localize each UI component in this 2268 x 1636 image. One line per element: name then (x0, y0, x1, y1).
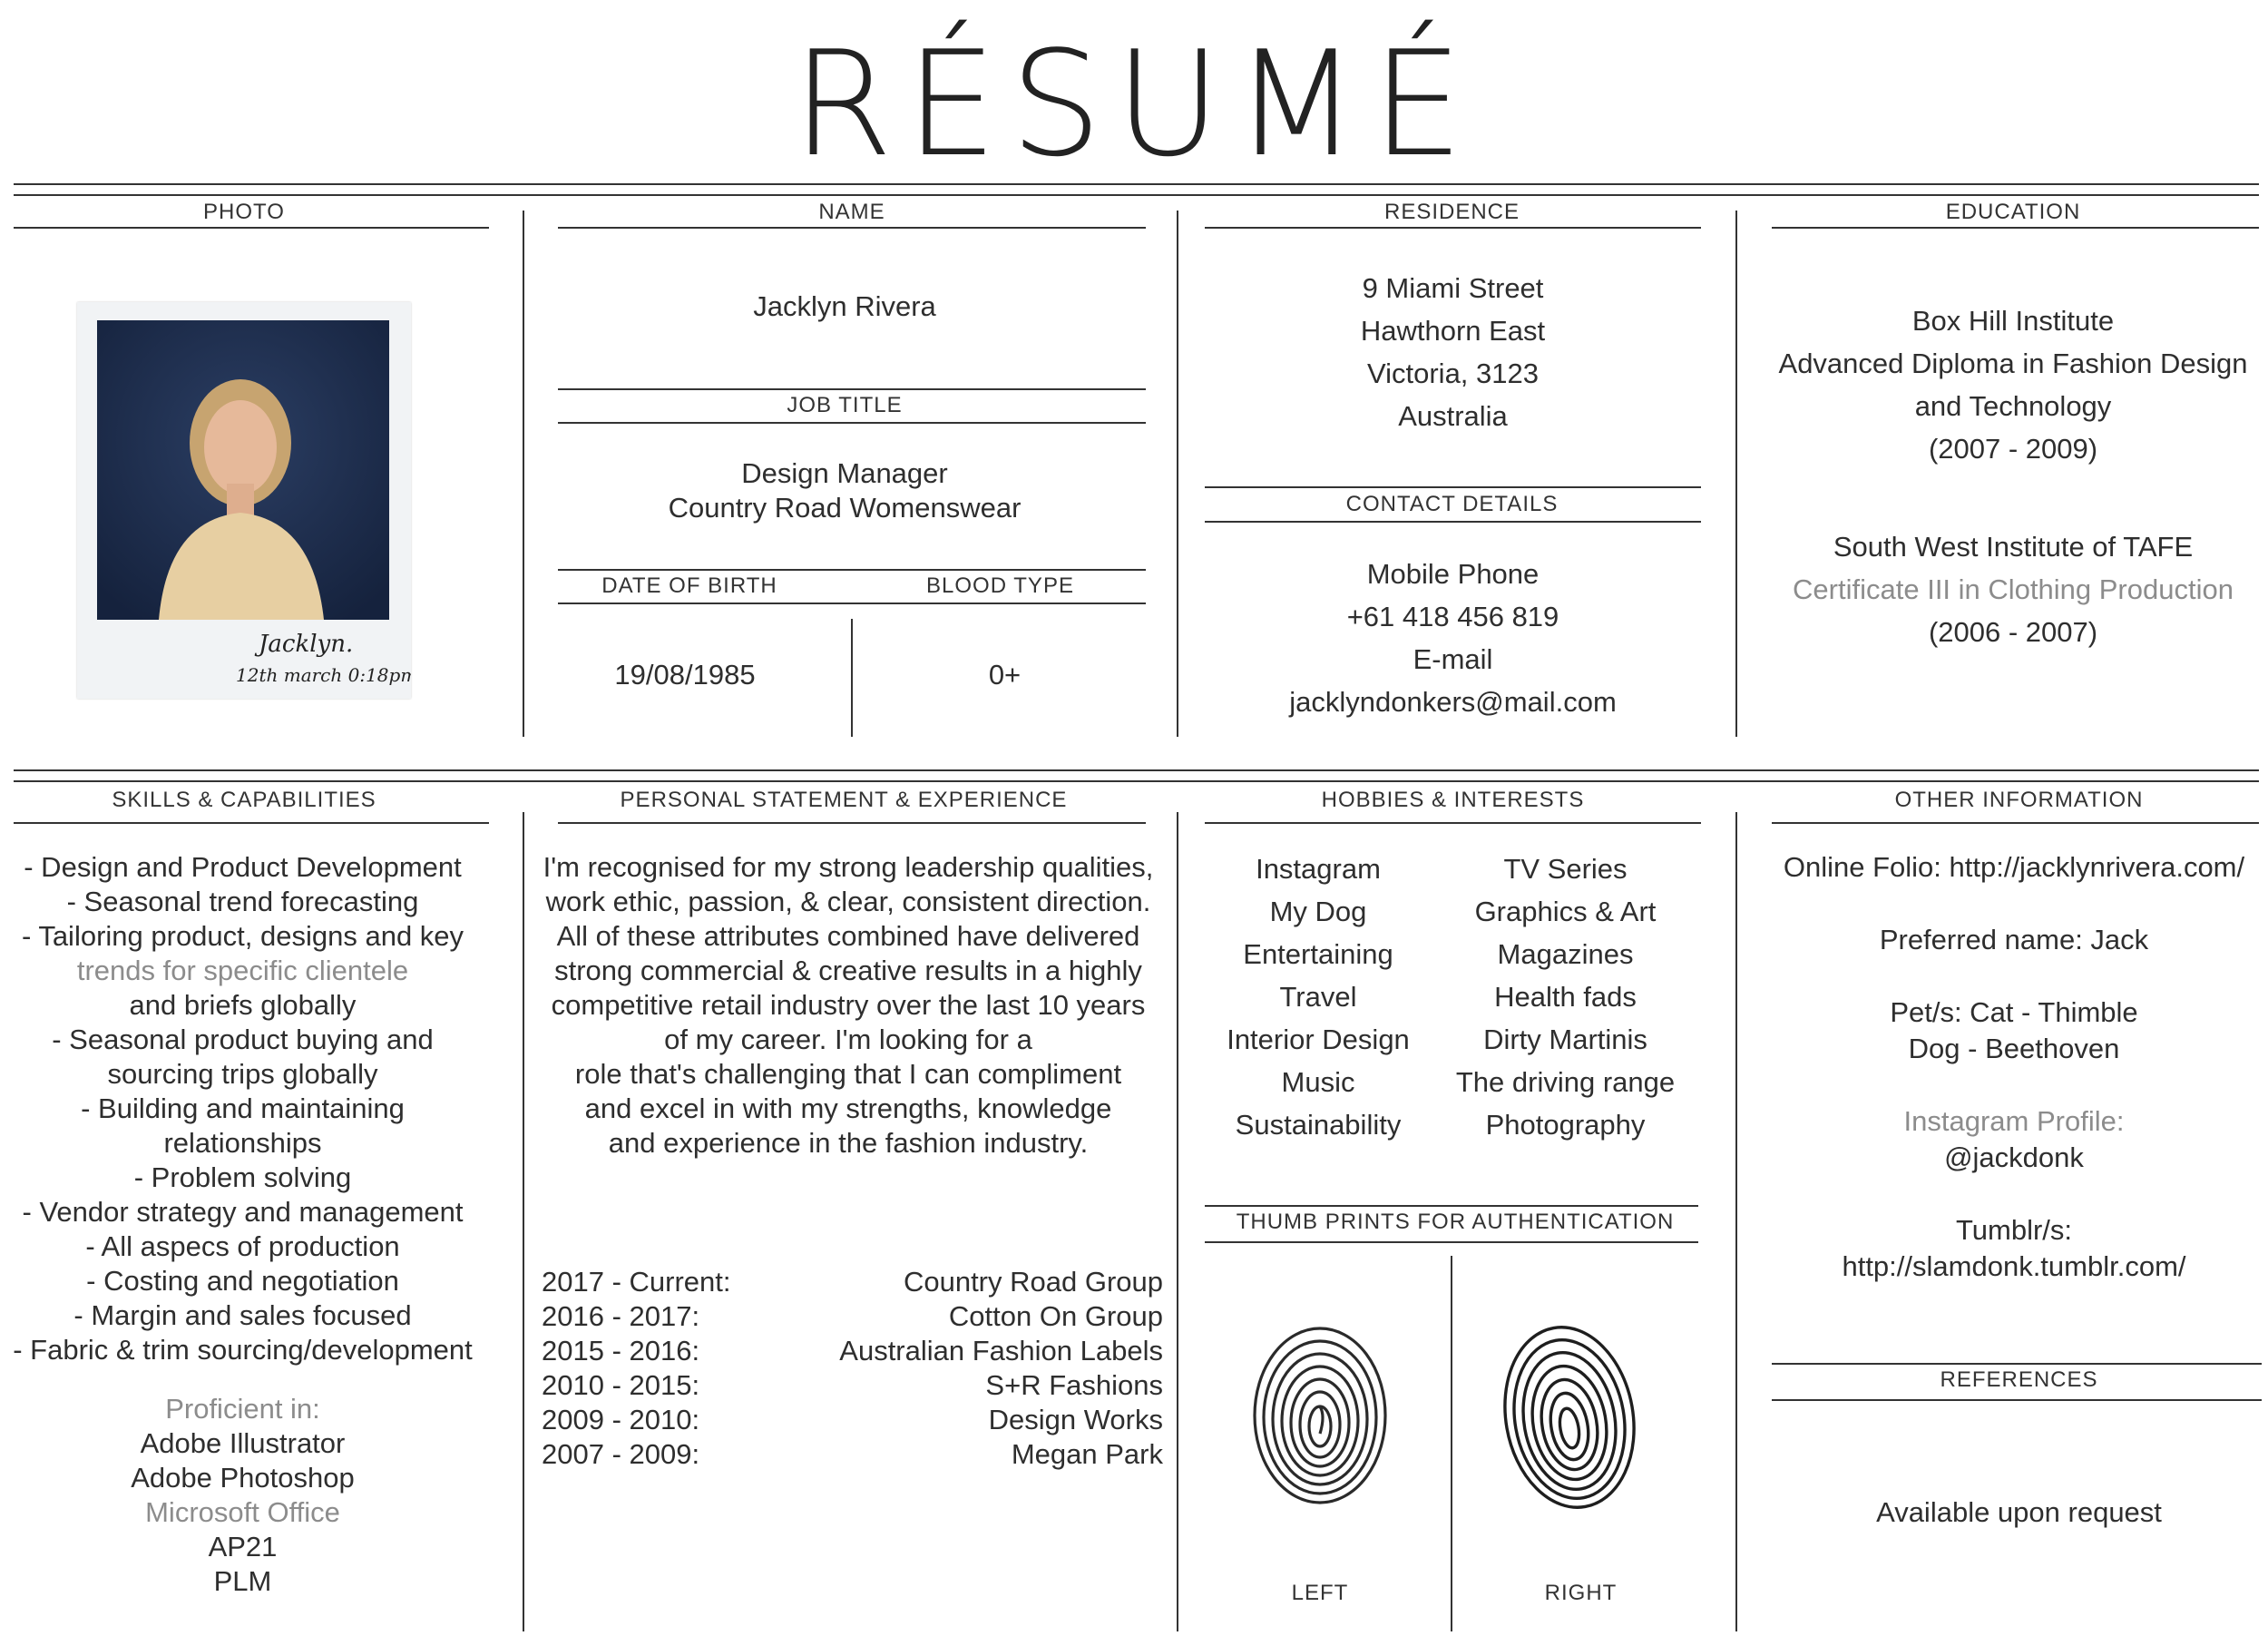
name-heading: NAME (818, 200, 885, 224)
software-item: PLM (213, 1565, 272, 1597)
left-thumbprint (1247, 1316, 1393, 1511)
statement-line: competitive retail industry over the last 10 years (551, 989, 1146, 1021)
tumblr-label: Tumblr/s: (1955, 1214, 2073, 1246)
contact-line: E-mail (1413, 643, 1493, 675)
photo-caption-1: Jacklyn. (259, 631, 354, 658)
education-line: Certificate III in Clothing Production (1793, 573, 2234, 605)
experience-company: Australian Fashion Labels (839, 1335, 1163, 1367)
photo-caption-2: 12th march 0:18pm (236, 664, 411, 686)
skill-item: - Seasonal trend forecasting (66, 886, 419, 917)
contact-email[interactable]: jacklyndonkers@mail.com (1289, 686, 1617, 718)
hobby-item: TV Series (1503, 853, 1628, 885)
personal-statement (535, 850, 1161, 1161)
divider (1205, 822, 1701, 824)
experience-years: 2017 - Current: (542, 1266, 731, 1298)
divider (558, 388, 1146, 390)
hobby-item: Travel (1279, 981, 1357, 1013)
other-heading: OTHER INFORMATION (1894, 788, 2144, 812)
divider (1205, 486, 1701, 488)
address-line: 9 Miami Street (1362, 272, 1544, 304)
experience-company: Design Works (988, 1404, 1163, 1435)
dob-value: 19/08/1985 (614, 659, 756, 691)
experience-row (542, 1334, 1163, 1368)
divider (14, 769, 2259, 771)
divider (14, 227, 489, 229)
statement-heading: PERSONAL STATEMENT & EXPERIENCE (620, 788, 1068, 812)
hobby-item: The driving range (1455, 1066, 1676, 1098)
blood-value: 0+ (988, 659, 1022, 691)
residence-heading: RESIDENCE (1383, 200, 1520, 224)
skill-item: and briefs globally (129, 989, 357, 1021)
education-line: Box Hill Institute (1911, 305, 2115, 337)
job-line-1: Design Manager (741, 457, 948, 489)
education-line: (2006 - 2007) (1928, 616, 2098, 648)
experience-years: 2016 - 2017: (542, 1300, 700, 1332)
education-line: Advanced Diploma in Fashion Design (1778, 348, 2248, 379)
experience-row (542, 1299, 1163, 1334)
software-item: Adobe Photoshop (131, 1462, 355, 1494)
divider (14, 780, 2259, 782)
hobby-item: Entertaining (1243, 938, 1393, 970)
education-line: and Technology (1914, 390, 2112, 422)
skill-item: sourcing trips globally (107, 1058, 378, 1090)
contact-details (1205, 553, 1701, 723)
education-first (1772, 299, 2254, 470)
experience-years: 2015 - 2016: (542, 1335, 700, 1367)
software-item: Microsoft Office (145, 1496, 340, 1528)
experience-row (542, 1265, 1163, 1299)
divider (14, 822, 489, 824)
skill-item: - Tailoring product, designs and key (21, 920, 464, 952)
online-folio[interactable]: Online Folio: http://jacklynrivera.com/ (1783, 851, 2245, 883)
experience-company: Country Road Group (903, 1266, 1163, 1298)
preferred-name: Preferred name: Jack (1879, 924, 2149, 955)
skill-item: - Margin and sales focused (73, 1299, 412, 1331)
divider (14, 183, 2259, 185)
software-item: AP21 (208, 1531, 278, 1563)
divider (1772, 1363, 2262, 1365)
statement-line: strong commercial & creative results in a highly (554, 955, 1142, 986)
experience-row (542, 1403, 1163, 1437)
skill-item: - Design and Product Development (24, 851, 462, 883)
column-divider (1177, 211, 1178, 737)
polaroid-photo (77, 302, 411, 699)
experience-years: 2009 - 2010: (542, 1404, 700, 1435)
skill-item: - Vendor strategy and management (22, 1196, 464, 1228)
hobby-item: Photography (1485, 1109, 1646, 1141)
column-divider (523, 211, 524, 737)
address-line: Australia (1398, 400, 1508, 432)
statement-line: I'm recognised for my strong leadership qualities, (543, 851, 1154, 883)
experience-list (542, 1265, 1163, 1472)
proficient-list (0, 1392, 485, 1599)
instagram-handle[interactable]: @jackdonk (1944, 1141, 2084, 1173)
proficient-label: Proficient in: (165, 1393, 320, 1425)
column-divider (851, 619, 853, 737)
fingerprint-icon (1247, 1316, 1393, 1506)
experience-company: S+R Fashions (985, 1369, 1163, 1401)
divider (558, 602, 1146, 604)
experience-row (542, 1368, 1163, 1403)
statement-line: work ethic, passion, & clear, consistent direction. (545, 886, 1151, 917)
divider (558, 227, 1146, 229)
other-info (1751, 849, 2268, 1285)
hobby-item: Instagram (1256, 853, 1381, 885)
pets-line: Dog - Beethoven (1908, 1033, 2120, 1064)
skill-item: - Problem solving (133, 1161, 352, 1193)
divider (1205, 1241, 1698, 1243)
experience-row (542, 1437, 1163, 1472)
hobby-item: My Dog (1269, 896, 1367, 927)
skills-heading: SKILLS & CAPABILITIES (112, 788, 376, 812)
hobby-item: Interior Design (1227, 1024, 1410, 1055)
contact-line: Mobile Phone (1366, 558, 1540, 590)
education-heading: EDUCATION (1945, 200, 2081, 224)
divider (1772, 822, 2259, 824)
skill-item: trends for specific clientele (76, 955, 409, 986)
photo-heading: PHOTO (203, 200, 285, 224)
blood-heading: BLOOD TYPE (926, 573, 1074, 598)
statement-line: and excel in with my strengths, knowledge (584, 1092, 1112, 1124)
dob-heading: DATE OF BIRTH (601, 573, 777, 598)
divider (14, 194, 2259, 196)
job-line-2: Country Road Womenswear (668, 492, 1022, 524)
skill-item: relationships (163, 1127, 322, 1159)
job-heading: JOB TITLE (787, 393, 903, 417)
education-line: South West Institute of TAFE (1833, 531, 2194, 563)
references-heading: REFERENCES (1940, 1367, 2098, 1392)
references-value: Available upon request (1876, 1496, 2162, 1528)
skill-item: - Costing and negotiation (86, 1265, 399, 1297)
hobby-item: Health fads (1494, 981, 1637, 1013)
divider (558, 569, 1146, 571)
divider (558, 822, 1146, 824)
hobbies-heading: HOBBIES & INTERESTS (1321, 788, 1585, 812)
hobby-item: Sustainability (1235, 1109, 1402, 1141)
portrait-image (77, 302, 411, 699)
name-value: Jacklyn Rivera (753, 290, 936, 322)
instagram-label: Instagram Profile: (1903, 1105, 2125, 1137)
contact-line: +61 418 456 819 (1346, 601, 1559, 632)
experience-company: Cotton On Group (948, 1300, 1163, 1332)
skill-item: - Seasonal product buying and (52, 1024, 434, 1055)
column-divider (1735, 211, 1737, 737)
divider (1205, 1205, 1698, 1207)
skill-item: - Building and maintaining (81, 1092, 405, 1124)
divider (1205, 521, 1701, 523)
hobby-item: Music (1281, 1066, 1355, 1098)
education-line: (2007 - 2009) (1928, 433, 2098, 465)
hobby-item: Magazines (1497, 938, 1634, 970)
hobbies-col-1 (1205, 847, 1432, 1146)
address-line: Hawthorn East (1360, 315, 1546, 347)
fingerprint-icon (1492, 1318, 1651, 1513)
divider (1772, 227, 2259, 229)
hobbies-col-2 (1441, 847, 1690, 1146)
hobby-item: Graphics & Art (1474, 896, 1657, 927)
divider (558, 422, 1146, 424)
thumbs-heading: THUMB PRINTS FOR AUTHENTICATION (1236, 1210, 1675, 1234)
experience-years: 2007 - 2009: (542, 1438, 700, 1470)
experience-company: Megan Park (1011, 1438, 1163, 1470)
statement-line: of my career. I'm looking for a (664, 1024, 1032, 1055)
tumblr-link[interactable]: http://slamdonk.tumblr.com/ (1842, 1250, 2186, 1282)
right-label: RIGHT (1544, 1581, 1618, 1605)
skill-item: - Fabric & trim sourcing/development (13, 1334, 473, 1366)
pets-line: Pet/s: Cat - Thimble (1890, 996, 2138, 1028)
column-divider (1735, 812, 1737, 1631)
page-title: RÉSUMÉ (791, 19, 1477, 189)
divider (1205, 227, 1701, 229)
experience-years: 2010 - 2015: (542, 1369, 700, 1401)
right-thumbprint (1492, 1318, 1651, 1517)
contact-heading: CONTACT DETAILS (1345, 492, 1559, 516)
education-second (1772, 525, 2254, 653)
address-line: Victoria, 3123 (1367, 358, 1539, 389)
left-label: LEFT (1291, 1581, 1349, 1605)
job-title (558, 456, 1131, 525)
statement-line: All of these attributes combined have delivered (556, 920, 1140, 952)
column-divider (523, 812, 524, 1631)
column-divider (1177, 812, 1178, 1631)
skills-list (0, 850, 485, 1367)
hobby-item: Dirty Martinis (1483, 1024, 1647, 1055)
skill-item: - All aspecs of production (85, 1230, 400, 1262)
divider (1772, 1399, 2262, 1401)
software-item: Adobe Illustrator (140, 1427, 346, 1459)
residence-address (1205, 267, 1701, 437)
statement-line: and experience in the fashion industry. (608, 1127, 1089, 1159)
column-divider (1451, 1256, 1452, 1631)
statement-line: role that's challenging that I can compliment (574, 1058, 1122, 1090)
